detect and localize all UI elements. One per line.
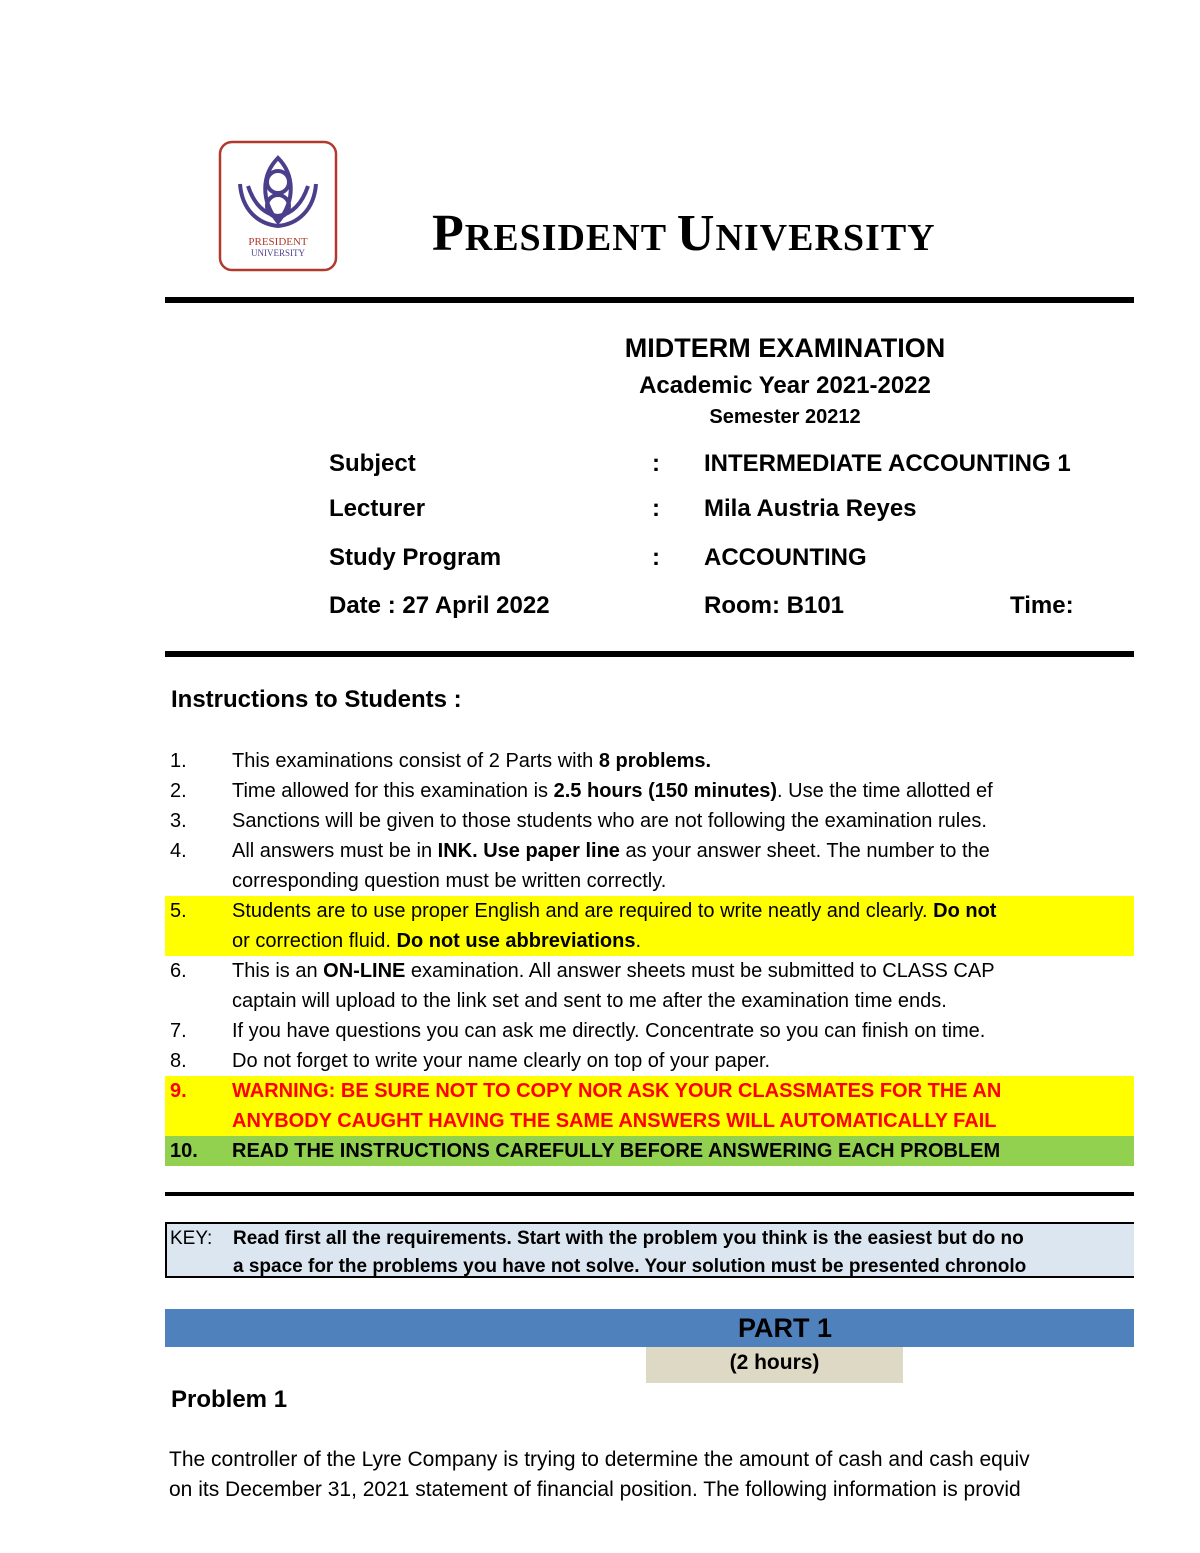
instruction-item: 4. All answers must be in INK. Use paper line as your answer sheet. The number to the — [170, 840, 990, 862]
header-rule-top — [165, 297, 1134, 303]
exam-time-label: Time: — [1010, 592, 1074, 619]
instruction-read-carefully: 10. READ THE INSTRUCTIONS CAREFULLY BEFORE ANSWERING EACH PROBLEM — [165, 1136, 1134, 1166]
header-rule-bottom — [165, 651, 1134, 657]
key-line: Read first all the requirements. Start with the problem you think is the easiest but do no — [233, 1228, 1024, 1249]
part-duration: (2 hours) — [729, 1351, 820, 1374]
instruction-warning-continued: ANYBODY CAUGHT HAVING THE SAME ANSWERS WILL AUTOMATICALLY FAIL — [165, 1106, 1134, 1136]
instruction-item: 7. If you have questions you can ask me directly. Concentrate so you can finish on time. — [170, 1020, 986, 1042]
instruction-item-highlighted-continued: or correction fluid. Do not use abbreviations. — [165, 926, 1134, 956]
instruction-warning: 9. WARNING: BE SURE NOT TO COPY NOR ASK YOUR CLASSMATES FOR THE AN — [165, 1076, 1134, 1106]
instruction-item: 1. This examinations consist of 2 Parts with 8 problems. — [170, 750, 712, 772]
exam-room: Room: B101 — [704, 592, 845, 619]
instruction-item-continued: corresponding question must be written correctly. — [232, 870, 667, 892]
university-name: PRESIDENT UNIVERSITY — [432, 205, 936, 262]
lecturer-label: Lecturer — [329, 495, 426, 522]
lecturer-colon: : — [652, 495, 660, 522]
instruction-item: 8. Do not forget to write your name clearly on top of your paper. — [170, 1050, 771, 1072]
exam-title: MIDTERM EXAMINATION — [624, 333, 946, 363]
problem-text-line: The controller of the Lyre Company is trying to determine the amount of cash and cash equiv — [169, 1448, 1030, 1471]
subject-colon: : — [652, 450, 660, 477]
program-value: ACCOUNTING — [704, 544, 867, 571]
program-colon: : — [652, 544, 660, 571]
lecturer-value: Mila Austria Reyes — [704, 495, 917, 522]
instruction-item: 6. This is an ON-LINE examination. All answer sheets must be submitted to CLASS CAP — [170, 960, 995, 982]
semester: Semester 20212 — [709, 406, 861, 428]
academic-year: Academic Year 2021-2022 — [639, 372, 931, 399]
instruction-item-continued: captain will upload to the link set and sent to me after the examination time ends. — [232, 990, 947, 1012]
exam-date: Date : 27 April 2022 — [329, 592, 550, 619]
instruction-item-highlighted: 5. Students are to use proper English and are required to write neatly and clearly. Do not — [165, 896, 1134, 926]
logo-text-university: UNIVERSITY — [251, 248, 305, 258]
instructions-heading: Instructions to Students : — [171, 686, 462, 713]
university-logo — [218, 140, 338, 272]
subject-label: Subject — [329, 450, 416, 477]
instruction-item: 3. Sanctions will be given to those students who are not following the examination rules. — [170, 810, 987, 832]
key-line: a space for the problems you have not solve. Your solution must be presented chronolo — [233, 1256, 1027, 1277]
program-label: Study Program — [329, 544, 502, 571]
problem-text-line: on its December 31, 2021 statement of financial position. The following information is provid — [169, 1478, 1021, 1501]
logo-text-president: PRESIDENT — [248, 236, 308, 248]
instructions-rule — [165, 1192, 1134, 1196]
problem-title: Problem 1 — [171, 1386, 288, 1413]
part-title: PART 1 — [737, 1313, 832, 1343]
subject-value: INTERMEDIATE ACCOUNTING 1 — [704, 450, 1071, 477]
instruction-item: 2. Time allowed for this examination is 2.5 hours (150 minutes). Use the time allotted ef — [170, 780, 993, 802]
key-label: KEY: — [170, 1228, 213, 1249]
